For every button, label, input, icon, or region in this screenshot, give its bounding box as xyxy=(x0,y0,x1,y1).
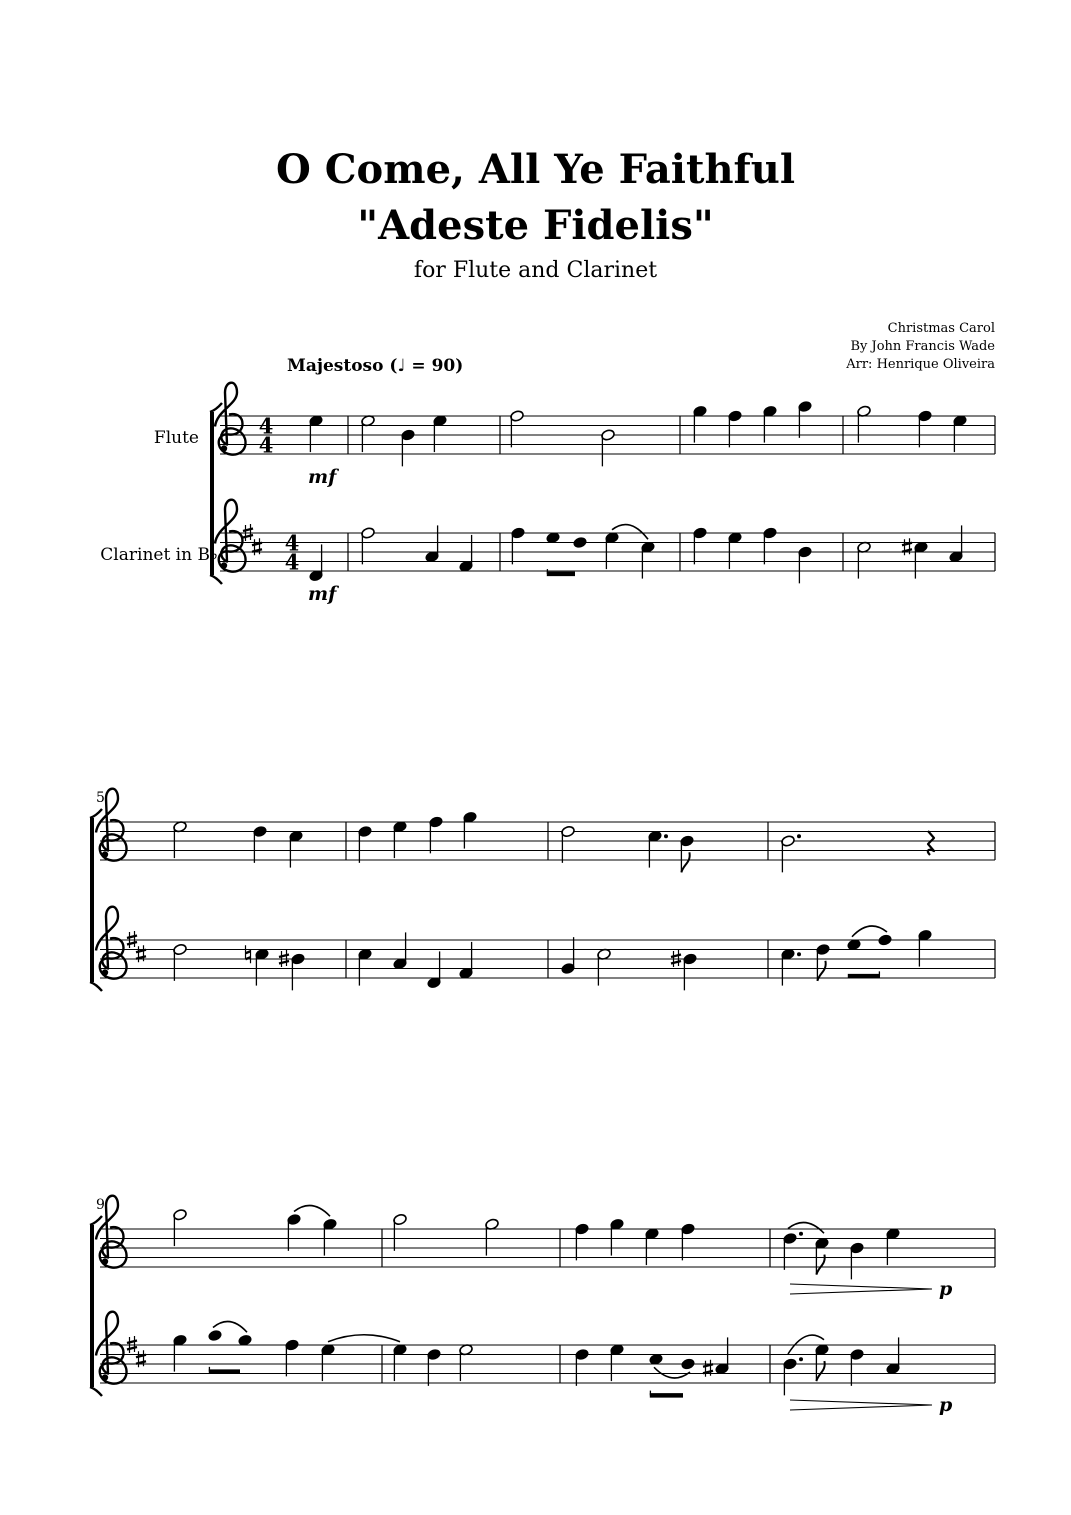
natural-icon xyxy=(246,945,251,963)
bracket-hook xyxy=(210,403,222,412)
slur xyxy=(654,1367,690,1378)
flag xyxy=(681,852,689,872)
dynamic-p-clarinet: p xyxy=(939,1394,953,1416)
notehead xyxy=(878,934,893,947)
dynamic-mf-clarinet: mf xyxy=(308,583,337,605)
dot xyxy=(664,834,668,838)
instrument-label-clarinet: Clarinet in B♭ xyxy=(100,545,218,565)
treble-clef-icon xyxy=(215,500,246,572)
bracket-hook xyxy=(90,809,102,818)
system-bracket xyxy=(90,818,94,982)
sharp-icon xyxy=(136,945,146,962)
tempo-value: = 90 xyxy=(411,356,456,376)
treble-clef-icon xyxy=(96,1312,127,1384)
system-bracket xyxy=(90,1225,94,1387)
bracket-hook xyxy=(90,1216,102,1225)
bracket-hook xyxy=(210,575,222,584)
dot xyxy=(797,834,801,838)
title-line-1: O Come, All Ye Faithful xyxy=(275,146,796,193)
quarter-note-icon: ♩ xyxy=(397,356,406,376)
tempo-marking: Majestoso (♩ = 90) xyxy=(287,356,464,376)
slur xyxy=(852,926,887,937)
time-signature-top: 4 xyxy=(258,413,274,439)
quarter-rest-icon xyxy=(928,831,934,855)
decrescendo-hairpin xyxy=(790,1284,932,1294)
slur xyxy=(788,1223,824,1234)
decrescendo-hairpin xyxy=(790,1400,932,1410)
dot xyxy=(797,952,801,956)
dot xyxy=(799,1357,803,1361)
notehead xyxy=(208,1329,223,1342)
slur xyxy=(328,1335,400,1342)
system-3 xyxy=(96,1196,995,1410)
system-2 xyxy=(96,789,995,991)
time-signature-bottom: 4 xyxy=(284,549,300,575)
dynamic-p-flute: p xyxy=(939,1278,953,1300)
sharp-icon xyxy=(252,538,262,555)
slur xyxy=(294,1206,330,1217)
sharp-icon xyxy=(902,538,912,555)
notehead xyxy=(681,1358,696,1371)
sharp-icon xyxy=(136,1350,146,1367)
bracket-hook xyxy=(90,1387,102,1396)
credit-composer: By John Francis Wade xyxy=(850,339,995,354)
bracket-hook xyxy=(90,982,102,991)
instrument-label-flute: Flute xyxy=(153,428,199,448)
sharp-icon xyxy=(703,1360,713,1377)
tempo-word: Majestoso xyxy=(287,356,384,376)
title-line-2: "Adeste Fidelis" xyxy=(357,202,714,249)
credit-arranger: Arr: Henrique Oliveira xyxy=(846,357,995,372)
time-signature-bottom: 4 xyxy=(258,432,274,458)
notehead xyxy=(573,536,588,549)
dynamic-mf-flute: mf xyxy=(308,466,337,488)
dot xyxy=(799,1232,803,1236)
subtitle: for Flute and Clarinet xyxy=(413,258,658,283)
time-signature-top: 4 xyxy=(284,530,300,556)
credit-origin: Christmas Carol xyxy=(887,321,995,336)
measure-number-9: 9 xyxy=(96,1197,105,1213)
measure-number-5: 5 xyxy=(96,790,105,806)
treble-clef-icon xyxy=(96,907,127,979)
treble-clef-icon xyxy=(215,383,246,455)
